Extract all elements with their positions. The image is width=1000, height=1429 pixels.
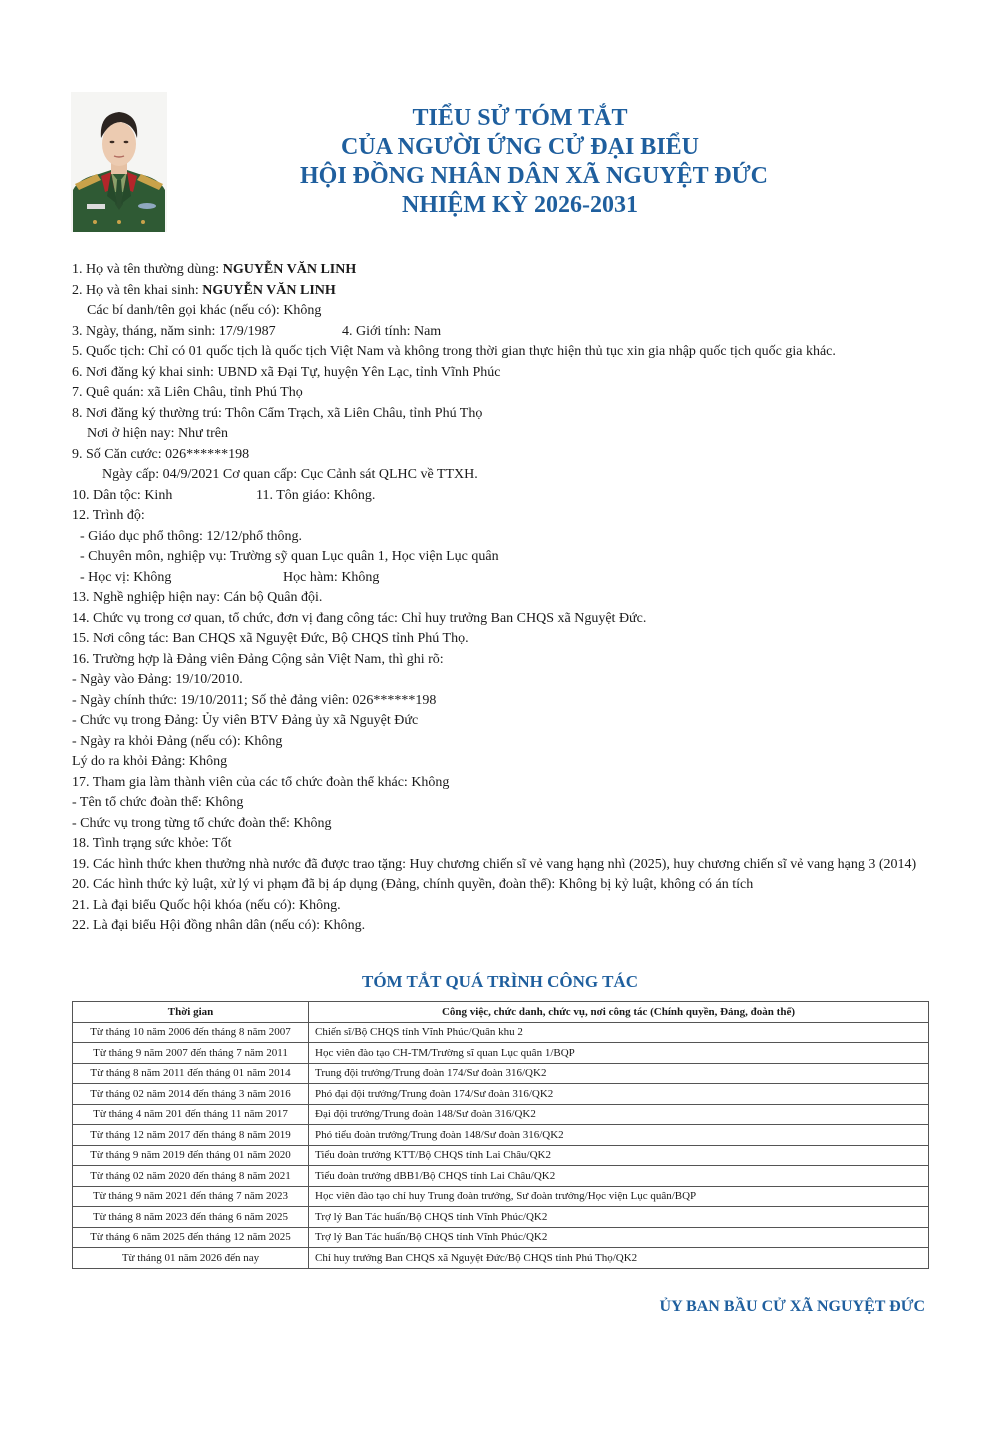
info-edu-degree-title (72, 568, 942, 589)
row-time: Từ tháng 8 năm 2023 đến tháng 6 năm 2025 (73, 1207, 309, 1228)
info-health: 18. Tình trạng sức khỏe: Tốt (72, 836, 232, 851)
info-workplace: 15. Nơi công tác: Ban CHQS xã Nguyệt Đức, Bộ CHQS tỉnh Phú Thọ. (72, 631, 469, 646)
table-row (73, 1145, 929, 1166)
info-education: 12. Trình độ: (72, 508, 145, 523)
info-birth-registration: 6. Nơi đăng ký khai sinh: UBND xã Đại Tự, huyện Yên Lạc, tỉnh Vĩnh Phúc (72, 364, 501, 380)
info-hometown: 7. Quê quán: xã Liên Châu, tỉnh Phú Thọ (72, 385, 303, 400)
row-time: Từ tháng 01 năm 2026 đến nay (73, 1248, 309, 1269)
title-line-4: NHIỆM KỲ 2026-2031 (402, 192, 638, 218)
table-row (73, 1166, 929, 1187)
info-id-issue: Ngày cấp: 04/9/2021 Cơ quan cấp: Cục Cảnh sát QLHC về TTXH. (102, 467, 478, 482)
info-party-leave: - Ngày ra khỏi Đảng (nếu có): Không (72, 733, 283, 749)
info-edu-professional: - Chuyên môn, nghiệp vụ: Trường sỹ quan Lục quân 1, Học viện Lục quân (80, 549, 499, 564)
info-na-delegate: 21. Là đại biểu Quốc hội khóa (nếu có): Không. (72, 897, 341, 913)
portrait-photo-icon (71, 92, 167, 232)
row-time: Từ tháng 02 năm 2020 đến tháng 8 năm 2021 (73, 1166, 309, 1187)
dob: 3. Ngày, tháng, năm sinh: 17/9/1987 (72, 323, 276, 339)
info-common-name (72, 260, 942, 281)
common-name-value: NGUYỄN VĂN LINH (222, 262, 357, 277)
row-time: Từ tháng 9 năm 2019 đến tháng 01 năm 2020 (73, 1145, 309, 1166)
row-time: Từ tháng 9 năm 2007 đến tháng 7 năm 2011 (73, 1043, 309, 1064)
birth-name-value: NGUYỄN VĂN LINH (202, 282, 336, 298)
info-alias: Các bí danh/tên gọi khác (nếu có): Không (87, 303, 322, 318)
info-awards: 19. Các hình thức khen thưởng nhà nước đã được trao tặng: Huy chương chiến sĩ vẻ vang hạng nhì (2025), huy chương chiến sĩ vẻ vang hạng 3 (2014) (72, 856, 917, 872)
row-job: Phó đại đội trưởng/Trung đoàn 174/Sư đoàn 316/QK2 (309, 1084, 929, 1105)
row-job: Phó tiểu đoàn trưởng/Trung đoàn 148/Sư đoàn 316/QK2 (309, 1125, 929, 1146)
row-time: Từ tháng 6 năm 2025 đến tháng 12 năm 2025 (73, 1227, 309, 1248)
info-dob-gender (72, 322, 942, 343)
title-line-1: TIỂU SỬ TÓM TẮT (412, 105, 628, 131)
row-job: Trung đội trưởng/Trung đoàn 174/Sư đoàn 316/QK2 (309, 1063, 929, 1084)
info-nationality: 5. Quốc tịch: Chỉ có 01 quốc tịch là quốc tịch Việt Nam và không trong thời gian thực hiện thủ tục xin gia nhập quốc tịch quốc gia khác. (72, 344, 836, 359)
row-job: Học viên đào tạo CH-TM/Trường sĩ quan Lục quân 1/BQP (309, 1043, 929, 1064)
table-row (73, 1084, 929, 1105)
info-org-name: - Tên tổ chức đoàn thể: Không (72, 795, 244, 810)
row-job: Tiểu đoàn trưởng KTT/Bộ CHQS tỉnh Lai Châu/QK2 (309, 1145, 929, 1166)
religion: 11. Tôn giáo: Không. (256, 487, 376, 503)
row-job: Chiến sĩ/Bộ CHQS tỉnh Vĩnh Phúc/Quân khu 2 (309, 1022, 929, 1043)
candidate-photo (71, 92, 167, 232)
row-job: Đại đội trưởng/Trung đoàn 148/Sư đoàn 316/QK2 (309, 1104, 929, 1125)
info-residence: 8. Nơi đăng ký thường trú: Thôn Cẩm Trạch, xã Liên Châu, tỉnh Phú Thọ (72, 405, 483, 421)
edu-title: Học hàm: Không (283, 569, 380, 585)
row-job: Trợ lý Ban Tác huấn/Bộ CHQS tỉnh Vĩnh Phúc/QK2 (309, 1207, 929, 1228)
table-header-row (73, 1002, 929, 1023)
table-row (73, 1207, 929, 1228)
info-org-position: - Chức vụ trong từng tổ chức đoàn thể: Không (72, 815, 332, 831)
table-row (73, 1104, 929, 1125)
info-discipline: 20. Các hình thức kỷ luật, xử lý vi phạm đã bị áp dụng (Đảng, chính quyền, đoàn thể): Không bị kỷ luật, không có án tích (72, 877, 754, 892)
row-time: Từ tháng 10 năm 2006 đến tháng 8 năm 2007 (73, 1022, 309, 1043)
row-job: Tiểu đoàn trưởng dBB1/Bộ CHQS tỉnh Lai Châu/QK2 (309, 1166, 929, 1187)
info-party: 16. Trường hợp là Đảng viên Đảng Cộng sản Việt Nam, thì ghi rõ: (72, 651, 444, 667)
table-row (73, 1043, 929, 1064)
info-current-address: Nơi ở hiện nay: Như trên (87, 426, 228, 441)
candidate-info (72, 260, 942, 937)
row-job: Chỉ huy trưởng Ban CHQS xã Nguyệt Đức/Bộ CHQS tỉnh Phú Thọ/QK2 (309, 1248, 929, 1269)
row-time: Từ tháng 8 năm 2011 đến tháng 01 năm 2014 (73, 1063, 309, 1084)
info-edu-general: - Giáo dục phổ thông: 12/12/phổ thông. (80, 528, 303, 544)
info-party-join: - Ngày vào Đảng: 19/10/2010. (72, 672, 243, 687)
info-organizations: 17. Tham gia làm thành viên của các tổ chức đoàn thể khác: Không (72, 774, 450, 790)
info-party-leave-reason: Lý do ra khỏi Đảng: Không (72, 754, 228, 769)
row-job: Học viên đào tạo chỉ huy Trung đoàn trưởng, Sư đoàn trưởng/Học viện Lục quân/BQP (309, 1186, 929, 1207)
table-row (73, 1248, 929, 1269)
row-time: Từ tháng 12 năm 2017 đến tháng 8 năm 2019 (73, 1125, 309, 1146)
info-position: 14. Chức vụ trong cơ quan, tổ chức, đơn vị đang công tác: Chỉ huy trưởng Ban CHQS xã Nguyệt Đức. (72, 610, 647, 626)
election-committee-signature: ỦY BAN BẦU CỬ XÃ NGUYỆT ĐỨC (659, 1298, 925, 1315)
info-party-official: - Ngày chính thức: 19/10/2011; Số thẻ đảng viên: 026******198 (72, 692, 437, 708)
work-history-table (72, 1001, 929, 1269)
title-line-2: CỦA NGƯỜI ỨNG CỬ ĐẠI BIỂU (340, 134, 699, 160)
edu-degree: - Học vị: Không (80, 569, 172, 585)
row-job: Trợ lý Ban Tác huấn/Bộ CHQS tỉnh Vĩnh Phúc/QK2 (309, 1227, 929, 1248)
birth-name-label: 2. Họ và tên khai sinh: (72, 282, 203, 298)
info-occupation: 13. Nghề nghiệp hiện nay: Cán bộ Quân đội. (72, 590, 323, 605)
ethnicity: 10. Dân tộc: Kinh (72, 487, 173, 503)
info-ethnicity-religion (72, 486, 942, 507)
info-party-position: - Chức vụ trong Đảng: Ủy viên BTV Đảng ủy xã Nguyệt Đức (72, 713, 419, 728)
gender: 4. Giới tính: Nam (342, 323, 442, 339)
info-id-number: 9. Số Căn cước: 026******198 (72, 446, 250, 462)
work-history-rows (73, 1022, 929, 1268)
document-title (300, 104, 769, 220)
table-row (73, 1186, 929, 1207)
row-time: Từ tháng 4 năm 201 đến tháng 11 năm 2017 (73, 1104, 309, 1125)
table-row (73, 1125, 929, 1146)
table-row (73, 1022, 929, 1043)
row-time: Từ tháng 9 năm 2021 đến tháng 7 năm 2023 (73, 1186, 309, 1207)
work-history-title: TÓM TẮT QUÁ TRÌNH CÔNG TÁC (362, 972, 638, 991)
header-job: Công việc, chức danh, chức vụ, nơi công tác (Chính quyền, Đảng, đoàn thể) (309, 1002, 929, 1023)
info-birth-name (72, 281, 942, 302)
common-name-label: 1. Họ và tên thường dùng: (72, 262, 223, 277)
table-row (73, 1227, 929, 1248)
row-time: Từ tháng 02 năm 2014 đến tháng 3 năm 2016 (73, 1084, 309, 1105)
table-row (73, 1063, 929, 1084)
title-line-3: HỘI ĐỒNG NHÂN DÂN XÃ NGUYỆT ĐỨC (300, 163, 769, 189)
info-council-delegate: 22. Là đại biểu Hội đồng nhân dân (nếu có): Không. (72, 918, 366, 933)
header-time: Thời gian (73, 1002, 309, 1023)
